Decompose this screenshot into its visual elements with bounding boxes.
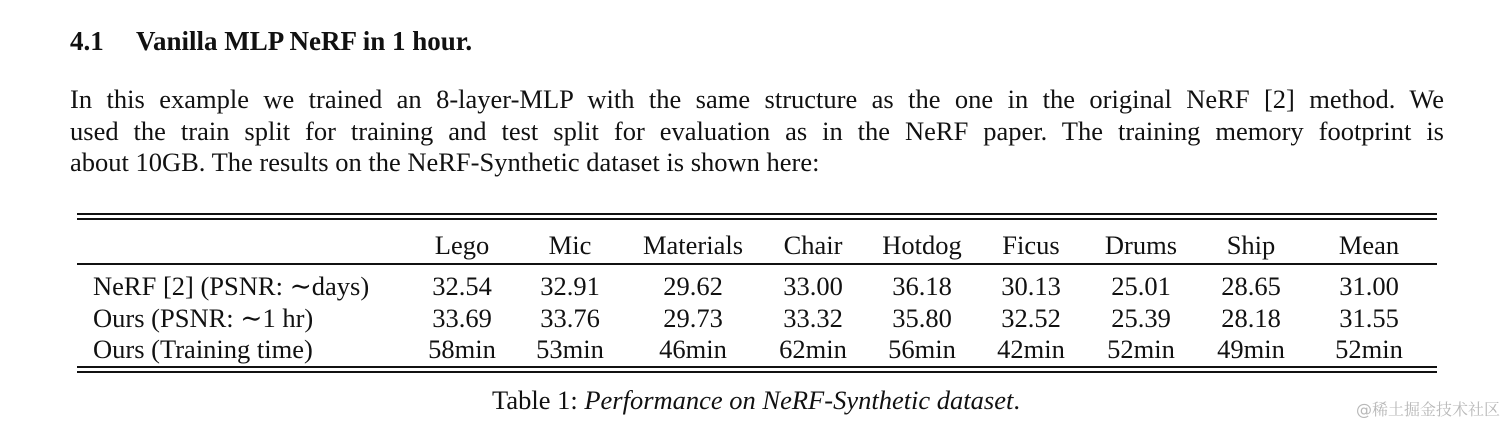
table-cell: 36.18 — [892, 271, 952, 301]
table-cell: 33.32 — [783, 302, 843, 333]
table-cell: 49min — [1217, 334, 1285, 364]
column-header: Chair — [783, 229, 843, 260]
table-row — [77, 263, 1437, 303]
column-header: Hotdog — [882, 229, 962, 260]
table-cell: 62min — [779, 334, 847, 364]
table-top-rule — [77, 213, 1437, 215]
table-header-row — [77, 227, 1437, 263]
caption-suffix: . — [1013, 385, 1020, 415]
table-row — [77, 303, 1437, 335]
table-cell: 52min — [1107, 334, 1175, 364]
paragraph-line: In this example we trained an 8-layer-MLP with the same structure as the one in the original NeRF [2] method. We — [70, 84, 1444, 114]
table-cell: 53min — [536, 334, 604, 364]
table-cell: 29.73 — [663, 302, 723, 333]
column-header: Materials — [642, 229, 744, 260]
watermark: @稀土掘金技术社区 — [1355, 400, 1500, 419]
table-row — [77, 334, 1437, 366]
table-cell: 58min — [428, 334, 496, 364]
section-title: Vanilla MLP NeRF in 1 hour. — [136, 26, 473, 56]
row-label: Ours (Training time) — [93, 334, 313, 364]
table-cell: 32.91 — [540, 271, 600, 301]
results-table-grid — [77, 227, 1437, 366]
table-bottom-rule — [77, 371, 1437, 373]
table-cell: 33.76 — [540, 302, 600, 333]
caption-prefix: Table 1: — [491, 385, 585, 415]
column-header: Ficus — [1002, 229, 1060, 260]
table-cell: 35.80 — [892, 302, 952, 333]
column-header: Mean — [1338, 229, 1400, 260]
table-cell: 31.00 — [1339, 271, 1399, 301]
table-cell: 25.01 — [1111, 271, 1171, 301]
column-header: Ship — [1226, 229, 1276, 260]
table-caption — [0, 383, 1512, 417]
table-cell: 29.62 — [663, 271, 723, 301]
table-cell: 32.54 — [432, 271, 492, 301]
table-cell: 25.39 — [1111, 302, 1171, 333]
table-cell: 32.52 — [1001, 302, 1061, 333]
table-cell: 33.00 — [783, 271, 843, 301]
table-cell: 28.18 — [1221, 302, 1281, 333]
paragraph-line: used the train split for training and test split for evaluation as in the NeRF paper. The training memory footprint is — [70, 115, 1444, 146]
section-number: 4.1 — [70, 26, 104, 56]
caption-title: Performance on NeRF-Synthetic dataset — [584, 385, 1014, 415]
table-cell: 30.13 — [1001, 271, 1061, 301]
table-cell: 52min — [1335, 334, 1403, 364]
column-header: Mic — [548, 229, 592, 260]
table-cell: 28.65 — [1221, 271, 1281, 301]
column-header — [77, 227, 407, 263]
table-cell: 56min — [888, 334, 956, 364]
table-cell: 46min — [659, 334, 727, 364]
table-header-rule — [77, 263, 1437, 265]
table-cell: 33.69 — [432, 302, 492, 333]
table-cell: 42min — [997, 334, 1065, 364]
table-bottom-rule-inner — [77, 366, 1437, 368]
column-header: Drums — [1104, 229, 1178, 260]
section-heading — [70, 24, 472, 58]
table-top-rule-inner — [77, 218, 1437, 220]
table-cell: 31.55 — [1339, 302, 1399, 333]
paragraph-line: about 10GB. The results on the NeRF-Synthetic dataset is shown here: — [70, 147, 820, 177]
row-label: Ours (PSNR: ∼1 hr) — [93, 302, 314, 333]
row-label: NeRF [2] (PSNR: ∼days) — [93, 271, 370, 301]
column-header: Lego — [434, 229, 490, 260]
body-paragraph — [70, 84, 1444, 179]
